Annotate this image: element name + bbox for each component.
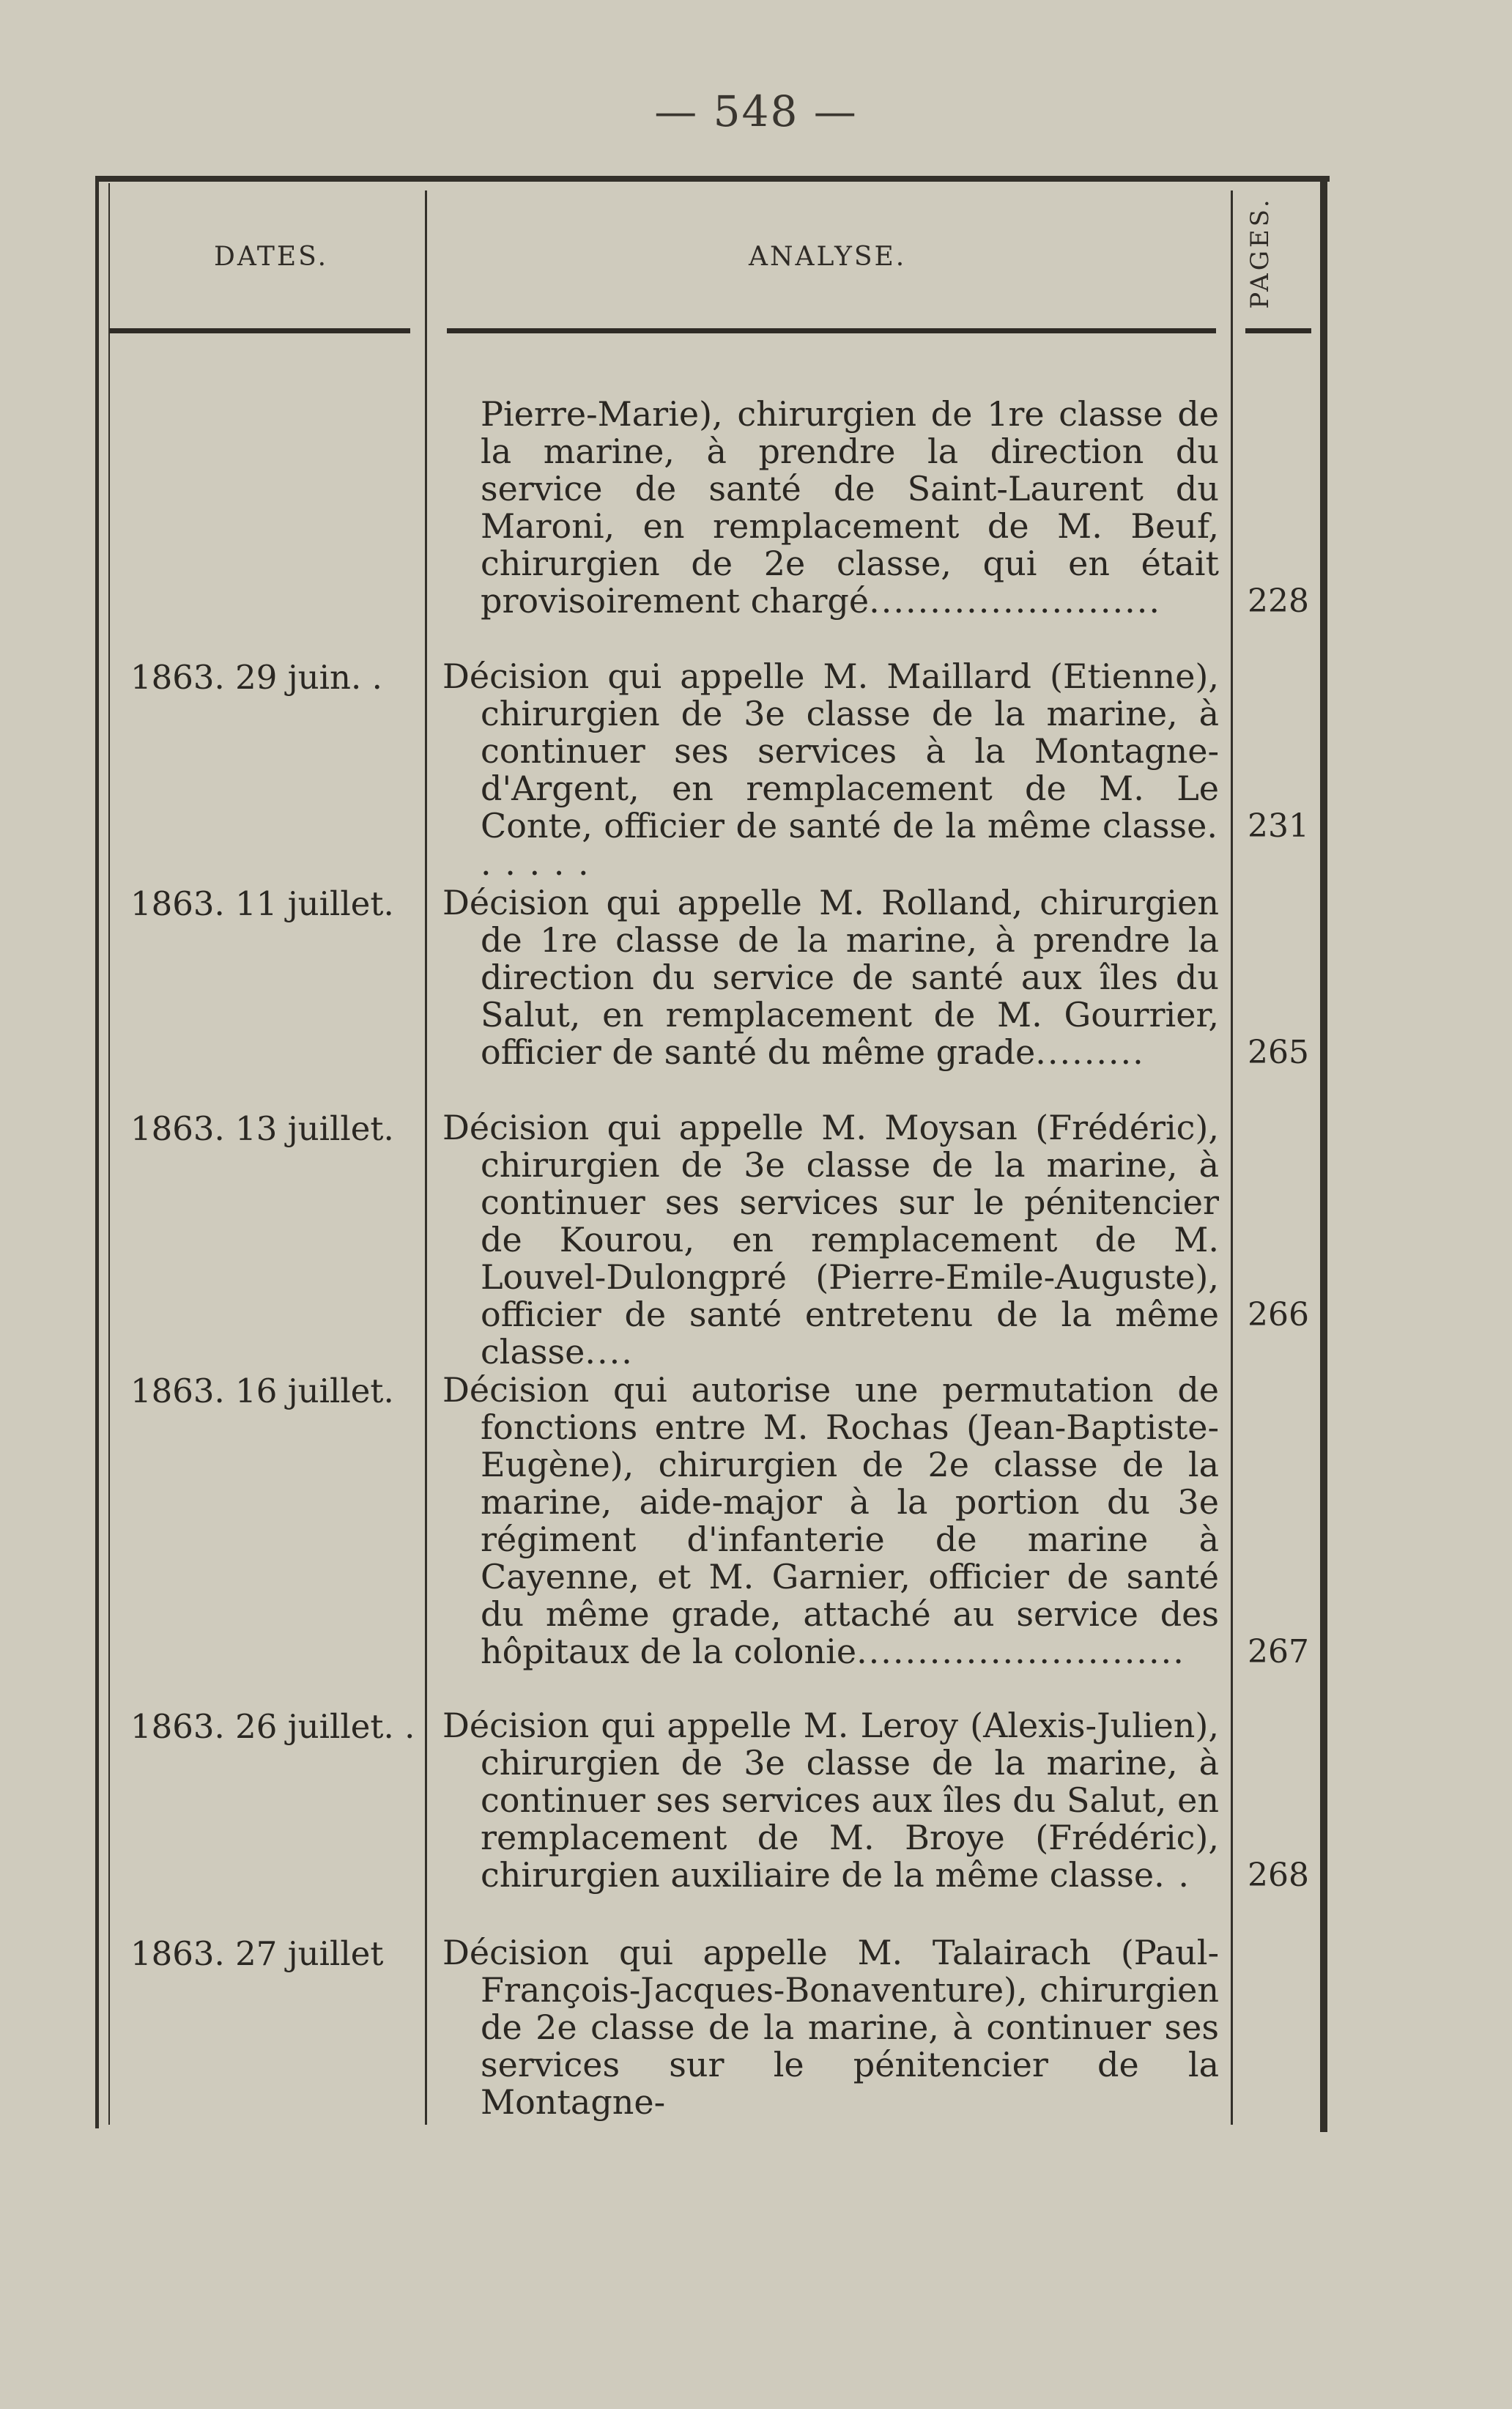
analysis-text: Décision qui appelle M. Leroy (Alexis-Julien), chirurgien de 3e classe de la marine, à continuer ses services aux îles du Salut, en remplacement de M. Broye (Frédéric), chirurgien auxiliaire de la même classe [442, 1706, 1219, 1895]
page-reference: 268 [1248, 1857, 1309, 1894]
analysis-cell [442, 1934, 1219, 2121]
pages-column-separator [1231, 190, 1233, 2125]
left-border-inner [108, 183, 110, 2125]
pages-header: PAGES. [1245, 196, 1275, 309]
pages-header-rule [1245, 328, 1311, 333]
top-border [95, 176, 1330, 182]
dot-leader: ........................... [856, 1632, 1185, 1671]
page-reference: 266 [1248, 1296, 1309, 1333]
page-reference: 267 [1248, 1633, 1309, 1670]
page-reference: 228 [1248, 582, 1309, 620]
analyse-header: ANALYSE. [749, 242, 907, 272]
analysis-text: Pierre-Marie), chirurgien de 1re classe de la marine, à prendre la direction du service de santé de Saint-Laurent du Maroni, en remplacement de M. Beuf, chirurgien de 2e classe, qui en était provisoirement chargé [481, 394, 1219, 621]
analysis-cell [442, 396, 1219, 620]
dot-leader: ......... [1035, 1032, 1145, 1072]
analysis-text: Décision qui appelle M. Moysan (Frédéric), chirurgien de 3e classe de la marine, à continuer ses services sur le pénitencier de Kourou, en remplacement de M. Louvel-Dulongpré (Pierre-Emile-Auguste), officier de santé entretenu de la même classe [442, 1108, 1219, 1372]
dot-leader: . . . . . . [481, 806, 1219, 883]
analysis-text: Décision qui autorise une permutation de fonctions entre M. Rochas (Jean-Baptiste-Eugène), chirurgien de 2e classe de la marine, aide-major à la portion du 3e régiment d'infanterie de marine à Cayenne, et M. Garnier, officier de santé du même grade, attaché au service des hôpitaux de la colonie [442, 1370, 1219, 1671]
analysis-cell [442, 1707, 1219, 1894]
date-cell: 1863. 16 juillet. [130, 1372, 394, 1410]
right-border [1320, 176, 1327, 2132]
date-cell: 1863. 29 juin. . [130, 658, 382, 697]
analysis-text: Décision qui appelle M. Maillard (Etienne), chirurgien de 3e classe de la marine, à continuer ses services à la Montagne-d'Argent, en remplacement de M. Le Conte, officier de santé de la même classe [442, 656, 1219, 845]
dates-header-rule [110, 328, 410, 333]
date-cell: 1863. 27 juillet [130, 1934, 384, 1973]
analysis-cell [442, 884, 1219, 1071]
analysis-cell [442, 1109, 1219, 1371]
date-cell: 1863. 26 juillet. . [130, 1707, 415, 1746]
page-reference: 231 [1248, 807, 1309, 845]
dot-leader: . . [1154, 1855, 1190, 1895]
dates-header: DATES. [214, 242, 329, 272]
dot-leader: ........................ [869, 581, 1162, 621]
page-number: — 548 — [654, 86, 858, 136]
left-border [95, 176, 99, 2128]
analysis-text: Décision qui appelle M. Rolland, chirurgien de 1re classe de la marine, à prendre la direction du service de santé aux îles du Salut, en remplacement de M. Gourrier, officier de santé du même grade [442, 883, 1219, 1072]
date-cell: 1863. 11 juillet. [130, 884, 394, 923]
date-cell: 1863. 13 juillet. [130, 1109, 394, 1148]
analysis-text: Décision qui appelle M. Talairach (Paul-François-Jacques-Bonaventure), chirurgien de 2e classe de la marine, à continuer ses services sur le pénitencier de la Montagne- [442, 1933, 1219, 2122]
dates-column-separator [425, 190, 427, 2125]
analysis-cell [442, 658, 1219, 882]
analyse-header-rule [447, 328, 1216, 333]
page-reference: 265 [1248, 1034, 1309, 1071]
analysis-cell [442, 1372, 1219, 1670]
dot-leader: .... [585, 1332, 634, 1372]
